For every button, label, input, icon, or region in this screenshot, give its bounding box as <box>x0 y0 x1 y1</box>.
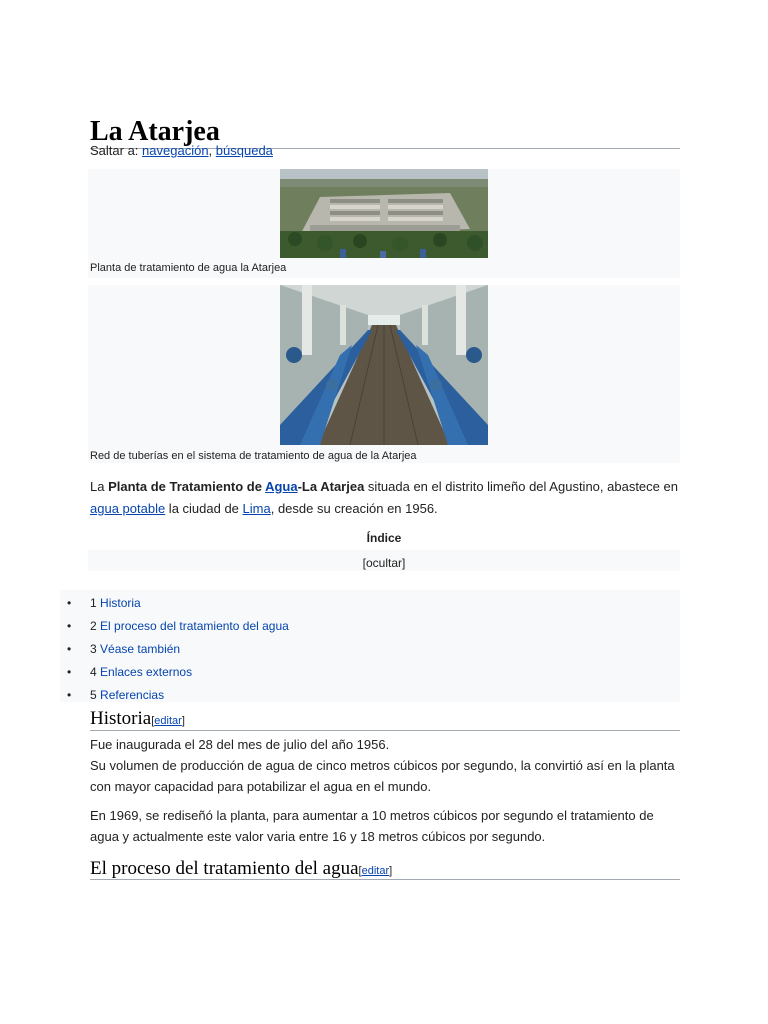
edit-bracket: ] <box>389 865 393 877</box>
toc-item-referencias[interactable] <box>60 682 680 705</box>
lima-link[interactable]: Lima <box>242 501 271 516</box>
historia-paragraph-2: En 1969, se rediseñó la planta, para aumentar a 10 metros cúbicos por segundo el tratamiento de agua y actualmente este valor varia entre 16 y 18 metros cúbicos por segundo. <box>90 808 654 844</box>
toc-link[interactable]: El proceso del tratamiento del agua <box>100 619 289 633</box>
toc-list <box>60 590 680 702</box>
section-title: El proceso del tratamiento del agua <box>90 858 359 879</box>
figure-caption: Planta de tratamiento de agua la Atarjea <box>90 262 287 274</box>
edit-link[interactable]: editar <box>154 715 182 727</box>
toc-item-enlaces[interactable] <box>60 659 680 682</box>
edit-section-link[interactable] <box>359 865 393 877</box>
jump-search-link[interactable]: búsqueda <box>215 143 273 158</box>
toc-number: 5 <box>90 688 97 702</box>
toc-number: 3 <box>90 642 97 656</box>
edit-bracket: [ <box>358 865 362 877</box>
lead-bold: -La Atarjea <box>297 479 365 494</box>
section-title: Historia <box>90 708 152 729</box>
toc-link[interactable]: Historia <box>100 596 141 610</box>
lead-text: la ciudad de <box>165 501 243 516</box>
paragraph-line: Su volumen de producción de agua de cinco metros cúbicos por segundo, la convirtió así en la planta con mayor capacidad para potabilizar el agua en el mundo. <box>90 758 675 794</box>
paragraph-line: Fue inaugurada el 28 del mes de julio del año 1956. <box>90 737 390 752</box>
figure-pipes <box>88 285 680 463</box>
toc-item-proceso[interactable] <box>60 613 680 636</box>
pipe-gallery-photo[interactable] <box>280 285 488 445</box>
toc-item-historia[interactable] <box>60 590 680 613</box>
plant-aerial-photo[interactable] <box>280 169 488 258</box>
figure-caption: Red de tuberías en el sistema de tratamiento de agua de la Atarjea <box>90 450 417 462</box>
section-heading-historia <box>90 706 680 731</box>
lead-text: La <box>90 479 109 494</box>
figure-plant <box>88 169 680 278</box>
edit-bracket: ] <box>181 715 185 727</box>
jump-separator: , <box>208 143 213 158</box>
toc-number: 2 <box>90 619 97 633</box>
section-heading-proceso <box>90 856 680 880</box>
lead-bold: Planta de Tratamiento de <box>108 479 266 494</box>
toc-number: 1 <box>90 596 97 610</box>
toc-link[interactable]: Véase también <box>100 642 181 656</box>
toc-number: 4 <box>90 665 97 679</box>
agua-link[interactable]: Agua <box>265 479 298 494</box>
lead-paragraph <box>90 476 680 520</box>
jump-links <box>90 142 273 160</box>
toc-title: Índice <box>366 531 402 545</box>
lead-text: situada en el distrito limeño del Agustino, abastece en <box>364 479 678 494</box>
toc-link[interactable]: Enlaces externos <box>100 665 193 679</box>
edit-bracket: [ <box>151 715 155 727</box>
edit-link[interactable]: editar <box>361 865 390 877</box>
historia-paragraph-1 <box>90 734 680 797</box>
page-title: La Atarjea <box>90 115 680 149</box>
agua-potable-link[interactable]: agua potable <box>90 501 166 516</box>
jump-prefix: Saltar a: <box>90 143 139 158</box>
edit-section-link[interactable] <box>151 715 185 727</box>
lead-text: , desde su creación en 1956. <box>270 501 438 516</box>
toc-item-vease[interactable] <box>60 636 680 659</box>
jump-navigation-link[interactable]: navegación <box>142 143 209 158</box>
toc-link[interactable]: Referencias <box>100 688 165 702</box>
toc-toggle-button[interactable]: [ocultar] <box>88 550 680 571</box>
